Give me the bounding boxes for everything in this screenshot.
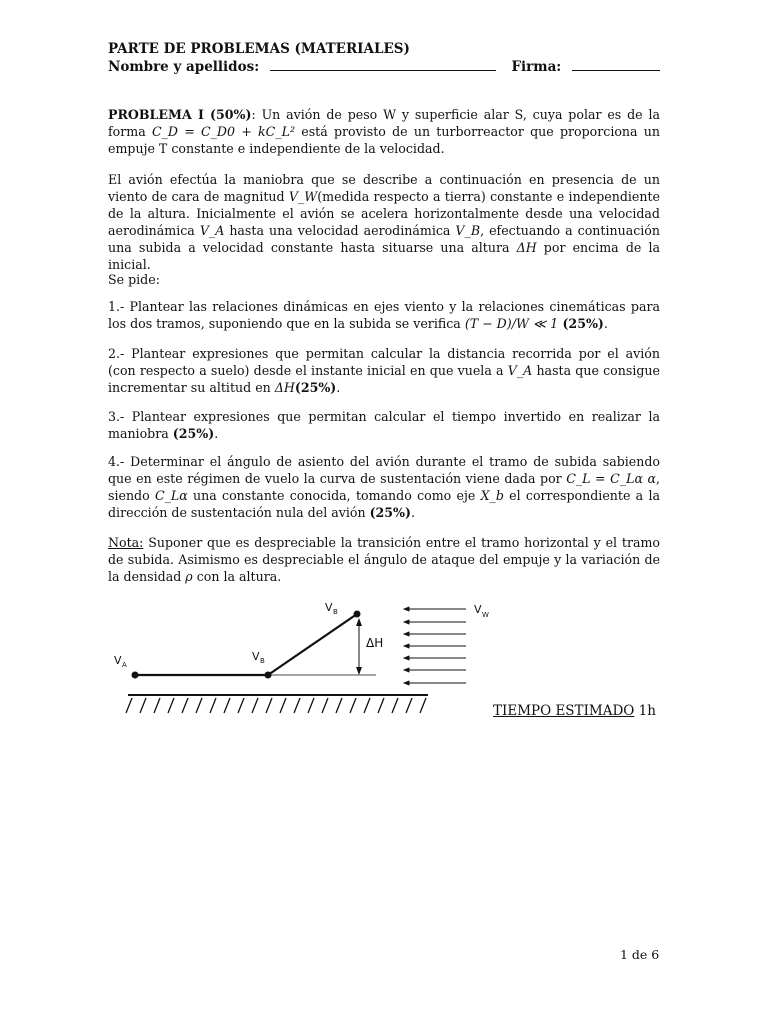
se-pide [108, 271, 660, 288]
maneuver-diagram [100, 598, 500, 718]
nota-label: Nota: [108, 535, 144, 550]
header-fields [108, 58, 660, 76]
q2-va: V_A [507, 363, 533, 378]
q4-cla: C_Lα [154, 488, 188, 503]
problem-heading: PROBLEMA I (50%) [108, 107, 252, 122]
signature-line [572, 59, 660, 71]
va-sub: A [122, 661, 127, 669]
estimated-time-value: 1h [638, 703, 656, 719]
ground-hatching [126, 698, 426, 713]
q2-dh: ΔH [274, 380, 295, 395]
va-symbol: V_A [199, 223, 225, 238]
q2-percent: (25%) [294, 380, 337, 395]
exam-header [108, 40, 660, 76]
polar-formula: C_D = C_D0 + kC_L² [151, 124, 296, 139]
para2-text-a: El avión efectúa la maniobra que se describe a continuación en presencia de un viento de cara de magnitud [108, 172, 660, 204]
q1-condition: (T − D)/W ≪ 1 [464, 316, 559, 331]
page-number: 1 de 6 [620, 947, 660, 962]
q4-xb: X_b [480, 488, 504, 503]
se-pide-text: Se pide: [108, 272, 160, 287]
q3-text: 3.- Plantear expresiones que permitan calcular el tiempo invertido en realizar la maniobra [108, 409, 660, 441]
dh-arrow-down [356, 667, 362, 675]
para2-text-c: hasta una velocidad aerodinámica [224, 223, 456, 238]
point-a [132, 672, 139, 679]
name-field [108, 58, 496, 76]
problem-statement [108, 106, 660, 157]
q2-text-a: 2.- Plantear expresiones que permitan calcular la distancia recorrida por el avión (con respecto a suelo) desde el instante inicial en que vuela a [108, 346, 660, 378]
name-label: Nombre y apellidos: [108, 59, 260, 75]
vb-label: V [252, 650, 260, 663]
dh-arrow-up [356, 618, 362, 626]
nota [108, 534, 660, 585]
climb-segment [268, 614, 357, 675]
dh-label: ΔH [366, 636, 384, 650]
question-4: 4.- Determinar el ángulo de asiento del avión durante el tramo de subida sabiendo que en este régimen de vuelo la curva de sustentación viene dada por C_L = C_Lα α, siendo C_Lα una constante conocida, tomando como eje X_b el correspondiente a la dirección de sustentación nula del avión (25%). [108, 454, 660, 520]
signature-label: Firma: [511, 59, 562, 75]
maneuver-paragraph [108, 171, 660, 273]
vb-top-label: V [325, 601, 333, 614]
estimated-time [493, 703, 656, 719]
q4-text-d: el correspondiente a la dirección de sustentación nula del avión [108, 488, 660, 520]
nota-text-b: con la altura. [192, 569, 282, 584]
q3-percent: (25%) [172, 426, 215, 441]
q4-text-c: una constante conocida, tomando como eje [187, 488, 481, 503]
wind-arrows [404, 607, 466, 685]
q2-text-b: hasta que consigue incrementar su altitud en [108, 363, 660, 395]
question-2: 2.- Plantear expresiones que permitan calcular la distancia recorrida por el avión (con respecto a suelo) desde el instante inicial en que vuela a V_A hasta que consigue incrementar su altitud en ΔH(25%). [108, 346, 660, 395]
rho-symbol: ρ [185, 569, 193, 584]
problem-intro-text-2: está provisto de un turborreactor que proporciona un empuje T constante e independiente de la velocidad. [108, 124, 660, 156]
vb-top-sub: B [333, 608, 338, 616]
problem-intro-text: : Un avión de peso W y superficie alar S, cuya polar es de la forma [108, 107, 661, 139]
vw-symbol: V_W [288, 189, 318, 204]
vw-sub: W [482, 611, 489, 619]
para2-text-d: , efectuando a continuación una subida a velocidad constante hasta situarse una altura [108, 223, 660, 255]
point-b [265, 672, 272, 679]
vb-sub: B [260, 657, 265, 665]
question-3: 3.- Plantear expresiones que permitan calcular el tiempo invertido en realizar la maniobra (25%). [108, 409, 660, 441]
q1-text: 1.- Plantear las relaciones dinámicas en ejes viento y la relaciones cinemáticas para los dos tramos, suponiendo que en la subida se verifica [108, 299, 660, 331]
q4-cl-formula: C_L = C_Lα α [566, 471, 656, 486]
para2-text-e: por encima de la inicial. [108, 240, 660, 272]
q1-percent: (25%) [558, 316, 604, 331]
dh-symbol: ΔH [516, 240, 537, 255]
q4-text-a: 4.- Determinar el ángulo de asiento del avión durante el tramo de subida sabiendo que en este régimen de vuelo la curva de sustentación viene dada por [108, 454, 660, 486]
question-1: 1.- Plantear las relaciones dinámicas en ejes viento y la relaciones cinemáticas para los dos tramos, suponiendo que en la subida se verifica (T − D)/W ≪ 1 (25%). [108, 299, 660, 331]
q4-text-b: , siendo [108, 471, 660, 503]
para2-text-b: (medida respecto a tierra) constante e independiente de la altura. Inicialmente el avión se acelera horizontalmente desde una velocidad aerodinámica [108, 189, 660, 238]
va-label: V [114, 654, 122, 667]
nota-text-a: Suponer que es despreciable la transición entre el tramo horizontal y el tramo de subida. Asimismo es despreciable el ángulo de ataque del empuje y la variación de la densidad [108, 535, 660, 584]
vb-symbol: V_B [455, 223, 481, 238]
vw-label: V [474, 603, 482, 616]
exam-title: PARTE DE PROBLEMAS (MATERIALES) [108, 41, 410, 57]
signature-field [511, 58, 660, 76]
name-line [270, 59, 496, 71]
point-top [354, 611, 361, 618]
q4-percent: (25%) [369, 505, 411, 520]
estimated-time-label: TIEMPO ESTIMADO [493, 703, 635, 719]
